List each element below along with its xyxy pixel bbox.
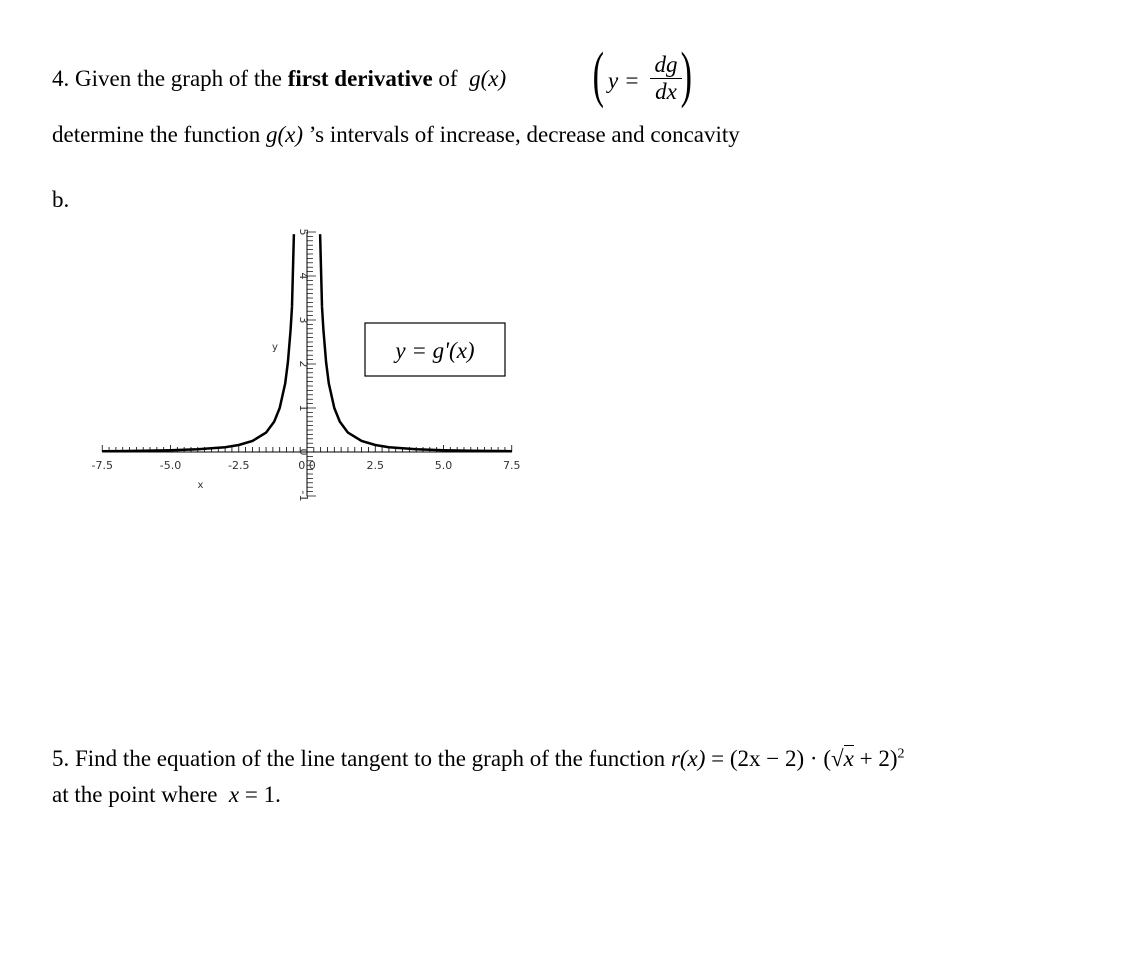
problem5-prefix: 5. Find the equation of the line tangent to the graph of the function [52,746,671,771]
x-tick-label: 0.0 [298,459,316,472]
right-big-paren: ) [680,41,693,109]
derivative-fraction [648,52,684,105]
x-axis-label: x [197,480,204,491]
y-tick-label: 2 [297,360,310,368]
problem5-line2 [52,782,281,808]
y-tick-label: 1 [297,404,310,412]
x-tick-label: 5.0 [434,459,453,472]
problem5-line2-prefix: at the point where [52,782,224,807]
problem4-bold-phrase: first derivative [287,66,433,91]
problem4-g-of-x: g(x) [469,66,507,91]
problem5-line2-value: = 1. [239,782,281,807]
part-b-label: b. [52,187,70,212]
derivative-graph [85,220,605,520]
problem4-line2-prefix: determine the function [52,122,266,147]
problem5-function-rhs-a: = (2x − 2) · ( [705,746,832,771]
y-axis-label: y [272,342,278,353]
problem5-function-rhs-b: + 2) [853,746,898,771]
problem5-sqrt-arg: x [843,746,854,771]
legend-box-text: y = g'(x) [395,338,475,363]
x-tick-label: -7.5 [91,459,113,472]
problem4-line2-suffix: ’s intervals of increase, decrease and concavity [308,122,740,147]
legend-box [365,323,505,376]
fraction-numerator: dg [654,52,678,77]
y-tick-label: 4 [297,272,310,280]
series-curve-1 [102,307,292,451]
y-tick-label: 3 [297,316,310,324]
x-tick-label: -5.0 [159,459,182,472]
paren-y-equals: y = [608,68,640,93]
sqrt-symbol: √ [831,746,844,771]
problem4-intro: 4. Given the graph of the [52,66,288,91]
x-tick-label: -2.5 [228,459,250,472]
problem4-line2 [52,122,740,148]
x-tick-label: 7.5 [503,459,521,472]
series-tail-left [292,234,294,307]
x-tick-label: 2.5 [366,459,384,472]
left-big-paren: ( [592,41,605,109]
y-tick-label: 5 [297,228,310,236]
series-tail-right [320,234,322,307]
problem4-line1 [52,66,506,92]
y-tick-label: -1 [297,490,310,502]
problem5-exponent: 2 [897,746,905,762]
problem5-function-lhs: r(x) [670,746,706,771]
problem5-line2-x: x [228,782,240,807]
y-tick-label: 0 [297,448,310,456]
problem5-line1 [52,746,905,772]
fraction-denominator: dx [655,79,677,104]
problem4-line2-g: g(x) [265,122,303,147]
problem4-of: of [432,66,464,91]
